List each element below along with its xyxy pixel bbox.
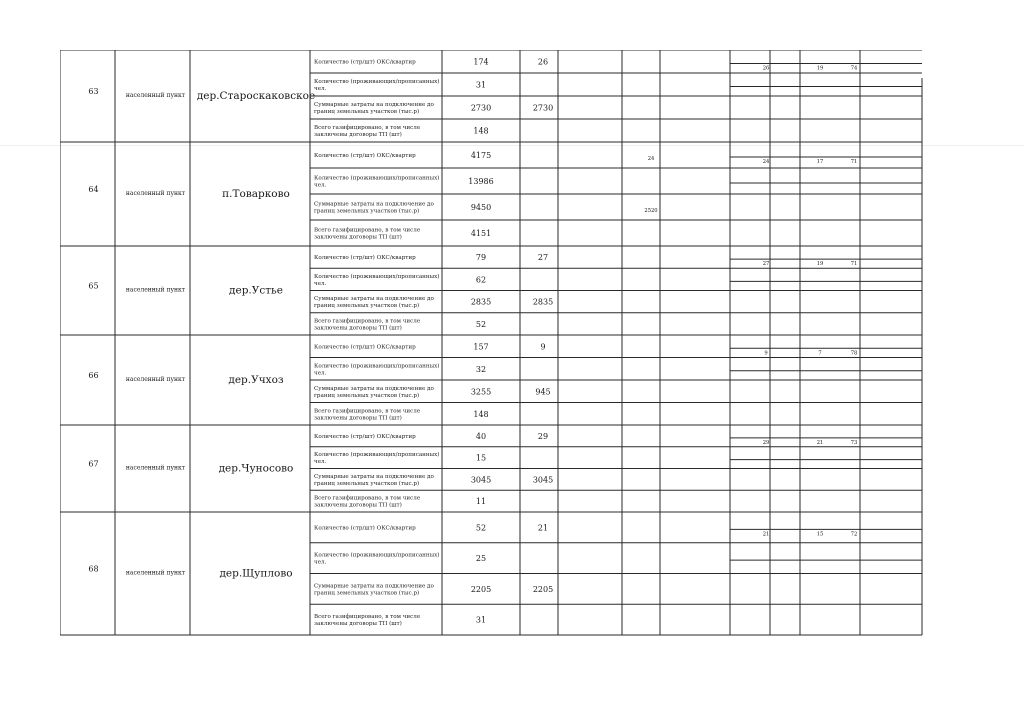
side-value: 19 [816,65,824,72]
indicator-label: заключены договоры ТП (шт) [314,415,402,422]
side-value: 27 [762,261,770,268]
indicator-label: Суммарные затраты на подключение до [314,385,434,392]
value-cell: 9 [540,342,546,352]
value-total: 3255 [470,387,492,397]
table-cells [88,58,858,628]
indicator-label: Количество (проживающих/прописанных) [314,175,440,182]
indicator-label: границ земельных участков (тыс.р) [314,303,420,310]
value-cell: 2730 [532,103,554,113]
indicator-label: заключены договоры ТП (шт) [314,502,402,509]
value-total: 9450 [470,203,492,212]
indicator-label: чел. [314,182,327,189]
value-total: 62 [475,275,487,285]
indicator-label: чел. [314,370,327,377]
value-cell: 2835 [532,297,554,307]
side-value: 73 [850,439,858,446]
row-number: 63 [88,87,99,96]
settlement-name: дер.Староскаковское [196,90,316,102]
value-total: 2730 [470,103,492,113]
table-row [88,342,857,421]
value-total: 79 [475,253,487,263]
indicator-label: границ земельных участков (тыс.р) [314,480,420,487]
row-number: 64 [88,185,99,194]
indicator-label: заключены договоры ТП (шт) [314,132,402,138]
table-row [88,432,857,509]
table-row [88,253,857,331]
indicator-label: заключены договоры ТП (шт) [314,325,402,332]
value-total: 3045 [470,475,492,485]
indicator-label: Суммарные затраты на подключение до [314,102,434,108]
indicator-label: чел. [314,559,327,566]
indicator-label: Суммарные затраты на подключение до [314,583,434,590]
side-value: 7 [818,350,822,357]
row-number: 68 [88,564,99,574]
value-total: 52 [475,523,487,533]
side-value: 74 [850,65,858,72]
indicator-label: Всего газифицировано, в том числе [314,227,421,234]
settlement-name: п.Товарково [222,188,290,200]
side-value: 72 [850,531,858,538]
indicator-label: заключены договоры ТП (шт) [314,621,402,628]
side-value: 15 [816,531,824,538]
indicator-label: Количество (стр/шт) ОКС/квартир [314,525,416,532]
value-total: 52 [475,319,487,329]
indicator-label: Количество (проживающих/прописанных) [314,363,440,370]
value-cell: 21 [537,523,549,533]
settlement-name: дер.Устье [229,284,283,297]
indicator-label: Количество (стр/шт) ОКС/квартир [314,153,416,159]
settlement-type: населенный пункт [125,190,186,197]
indicator-label: Количество (стр/шт) ОКС/квартир [314,59,416,66]
indicator-label: Количество (стр/шт) ОКС/квартир [314,433,416,440]
indicator-label: границ земельных участков (тыс.р) [314,590,420,597]
indicator-label: чел. [314,86,327,92]
indicator-label: Суммарные затраты на подключение до [314,201,434,208]
indicator-label: Всего газифицировано, в том числе [314,408,421,415]
settlement-type: населенный пункт [125,92,186,99]
value-cell: 24 [647,156,655,162]
indicator-label: Всего газифицировано, в том числе [314,614,421,621]
value-cell: 2205 [532,584,554,594]
value-cell: 26 [537,57,549,67]
side-value: 29 [762,439,770,446]
value-total: 2205 [470,584,492,594]
indicator-label: границ земельных участков (тыс.р) [314,392,420,399]
gasification-table [60,50,930,650]
indicator-label: Количество (стр/шт) ОКС/квартир [314,344,416,351]
indicator-label: Количество (стр/шт) ОКС/квартир [314,255,416,262]
table-row [88,151,857,241]
value-total: 31 [475,615,487,625]
indicator-label: Суммарные затраты на подключение до [314,473,434,480]
table-grid [60,50,922,635]
value-total: 148 [473,409,489,419]
indicator-label: Количество (проживающих/прописанных) [314,79,440,85]
side-value: 24 [762,159,770,165]
value-total: 31 [475,80,487,90]
side-value: 9 [764,350,768,357]
indicator-label: Суммарные затраты на подключение до [314,296,434,303]
row-number: 65 [88,281,99,291]
indicator-label: заключены договоры ТП (шт) [314,234,402,241]
value-total: 25 [475,554,487,564]
indicator-label: Всего газифицировано, в том числе [314,318,421,325]
indicator-label: Всего газифицировано, в том числе [314,495,421,502]
value-cell: 3045 [532,475,554,485]
settlement-name: дер.Учхоз [228,374,284,386]
settlement-type: населенный пункт [125,286,186,294]
indicator-label: Всего газифицировано, в том числе [314,125,421,131]
side-value: 21 [816,439,824,446]
value-total: 4151 [470,229,492,238]
indicator-label: границ земельных участков (тыс.р) [314,109,420,115]
value-total: 11 [475,497,487,507]
row-number: 66 [88,371,99,380]
indicator-label: границ земельных участков (тыс.р) [314,208,420,215]
table-row [88,58,858,139]
value-total: 32 [475,364,487,374]
value-total: 13986 [468,177,494,186]
side-value: 78 [850,350,858,357]
settlement-name: дер.Щуплово [219,567,293,580]
value-total: 4175 [470,151,492,160]
indicator-label: чел. [314,459,327,466]
side-value: 71 [850,261,858,268]
value-total: 157 [473,342,489,352]
value-total: 40 [475,431,487,441]
value-cell: 29 [537,431,549,441]
value-total: 148 [473,126,489,136]
side-value: 17 [816,159,824,165]
side-value: 19 [816,261,824,268]
settlement-type: населенный пункт [125,464,186,472]
value-cell: 27 [537,253,549,263]
settlement-type: населенный пункт [125,569,186,577]
value-cell: 2520 [644,208,658,214]
table-row [88,523,857,627]
side-value: 26 [762,65,770,72]
row-number: 67 [88,459,99,469]
indicator-label: Количество (проживающих/прописанных) [314,552,440,559]
indicator-label: Количество (проживающих/прописанных) [314,452,440,459]
settlement-name: дер.Чуносово [218,462,294,475]
settlement-type: населенный пункт [125,376,186,383]
indicator-label: чел. [314,280,327,287]
side-value: 71 [850,159,858,165]
side-value: 21 [762,531,770,538]
value-total: 15 [475,453,487,463]
value-total: 174 [473,57,489,67]
value-total: 2835 [470,297,492,307]
indicator-label: Количество (проживающих/прописанных) [314,273,440,280]
value-cell: 945 [535,387,551,397]
